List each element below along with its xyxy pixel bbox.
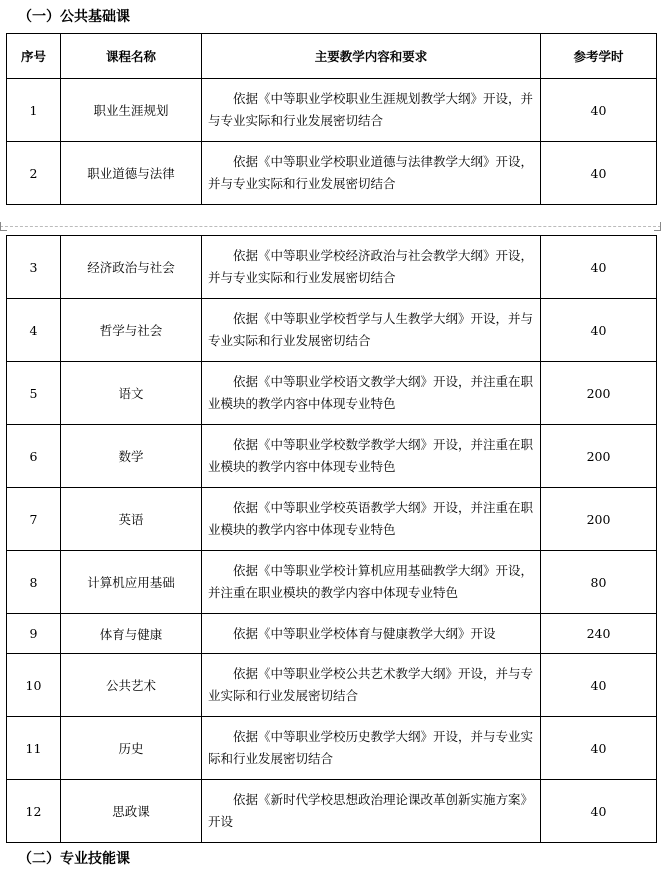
row-number: 4	[7, 299, 61, 362]
header-content: 主要教学内容和要求	[202, 34, 541, 79]
course-name: 数学	[61, 425, 202, 488]
course-hours: 240	[541, 614, 657, 654]
course-hours: 40	[541, 79, 657, 142]
row-number: 3	[7, 236, 61, 299]
header-number: 序号	[7, 34, 61, 79]
row-number: 5	[7, 362, 61, 425]
section-title-public-courses: （一）公共基础课	[18, 9, 130, 25]
course-hours: 200	[541, 425, 657, 488]
course-content: 依据《中等职业学校计算机应用基础教学大纲》开设，并注重在职业模块的教学内容中体现专业特色	[202, 551, 541, 614]
course-content: 依据《中等职业学校职业道德与法律教学大纲》开设，并与专业实际和行业发展密切结合	[202, 142, 541, 205]
row-number: 8	[7, 551, 61, 614]
table-row	[7, 299, 657, 362]
course-hours: 40	[541, 654, 657, 717]
row-number: 10	[7, 654, 61, 717]
course-content: 依据《中等职业学校历史教学大纲》开设，并与专业实际和行业发展密切结合	[202, 717, 541, 780]
course-hours: 40	[541, 780, 657, 843]
row-number: 1	[7, 79, 61, 142]
table-row	[7, 780, 657, 843]
page-corner-mark-right	[654, 222, 661, 231]
header-hours: 参考学时	[541, 34, 657, 79]
course-hours: 40	[541, 236, 657, 299]
course-hours: 80	[541, 551, 657, 614]
header-course-name: 课程名称	[61, 34, 202, 79]
course-hours: 200	[541, 362, 657, 425]
course-content: 依据《中等职业学校哲学与人生教学大纲》开设，并与专业实际和行业发展密切结合	[202, 299, 541, 362]
row-number: 12	[7, 780, 61, 843]
table-row	[7, 142, 657, 205]
table-row	[7, 488, 657, 551]
course-table-page-1	[6, 33, 657, 205]
table-header-row	[7, 34, 657, 79]
course-name: 经济政治与社会	[61, 236, 202, 299]
course-content: 依据《中等职业学校体育与健康教学大纲》开设	[202, 614, 541, 654]
course-name: 体育与健康	[61, 614, 202, 654]
course-name: 职业生涯规划	[61, 79, 202, 142]
table-row	[7, 362, 657, 425]
row-number: 2	[7, 142, 61, 205]
course-name: 历史	[61, 717, 202, 780]
course-content: 依据《中等职业学校经济政治与社会教学大纲》开设，并与专业实际和行业发展密切结合	[202, 236, 541, 299]
course-table-page-2	[6, 235, 657, 843]
course-name: 计算机应用基础	[61, 551, 202, 614]
course-name: 公共艺术	[61, 654, 202, 717]
course-hours: 200	[541, 488, 657, 551]
course-name: 思政课	[61, 780, 202, 843]
course-name: 语文	[61, 362, 202, 425]
page-corner-mark-left	[0, 222, 7, 231]
course-content: 依据《中等职业学校数学教学大纲》开设，并注重在职业模块的教学内容中体现专业特色	[202, 425, 541, 488]
page-break-line	[0, 226, 661, 227]
course-content: 依据《中等职业学校职业生涯规划教学大纲》开设，并与专业实际和行业发展密切结合	[202, 79, 541, 142]
course-content: 依据《中等职业学校公共艺术教学大纲》开设，并与专业实际和行业发展密切结合	[202, 654, 541, 717]
course-content: 依据《中等职业学校语文教学大纲》开设，并注重在职业模块的教学内容中体现专业特色	[202, 362, 541, 425]
course-content: 依据《中等职业学校英语教学大纲》开设，并注重在职业模块的教学内容中体现专业特色	[202, 488, 541, 551]
section-title-professional-courses: （二）专业技能课	[18, 851, 130, 867]
course-name: 英语	[61, 488, 202, 551]
row-number: 7	[7, 488, 61, 551]
course-hours: 40	[541, 717, 657, 780]
course-hours: 40	[541, 299, 657, 362]
table-row	[7, 551, 657, 614]
course-content: 依据《新时代学校思想政治理论课改革创新实施方案》开设	[202, 780, 541, 843]
table-row	[7, 614, 657, 654]
course-name: 职业道德与法律	[61, 142, 202, 205]
table-row	[7, 654, 657, 717]
row-number: 9	[7, 614, 61, 654]
course-name: 哲学与社会	[61, 299, 202, 362]
table-row	[7, 425, 657, 488]
table-row	[7, 79, 657, 142]
table-row	[7, 236, 657, 299]
row-number: 6	[7, 425, 61, 488]
table-row	[7, 717, 657, 780]
row-number: 11	[7, 717, 61, 780]
course-hours: 40	[541, 142, 657, 205]
